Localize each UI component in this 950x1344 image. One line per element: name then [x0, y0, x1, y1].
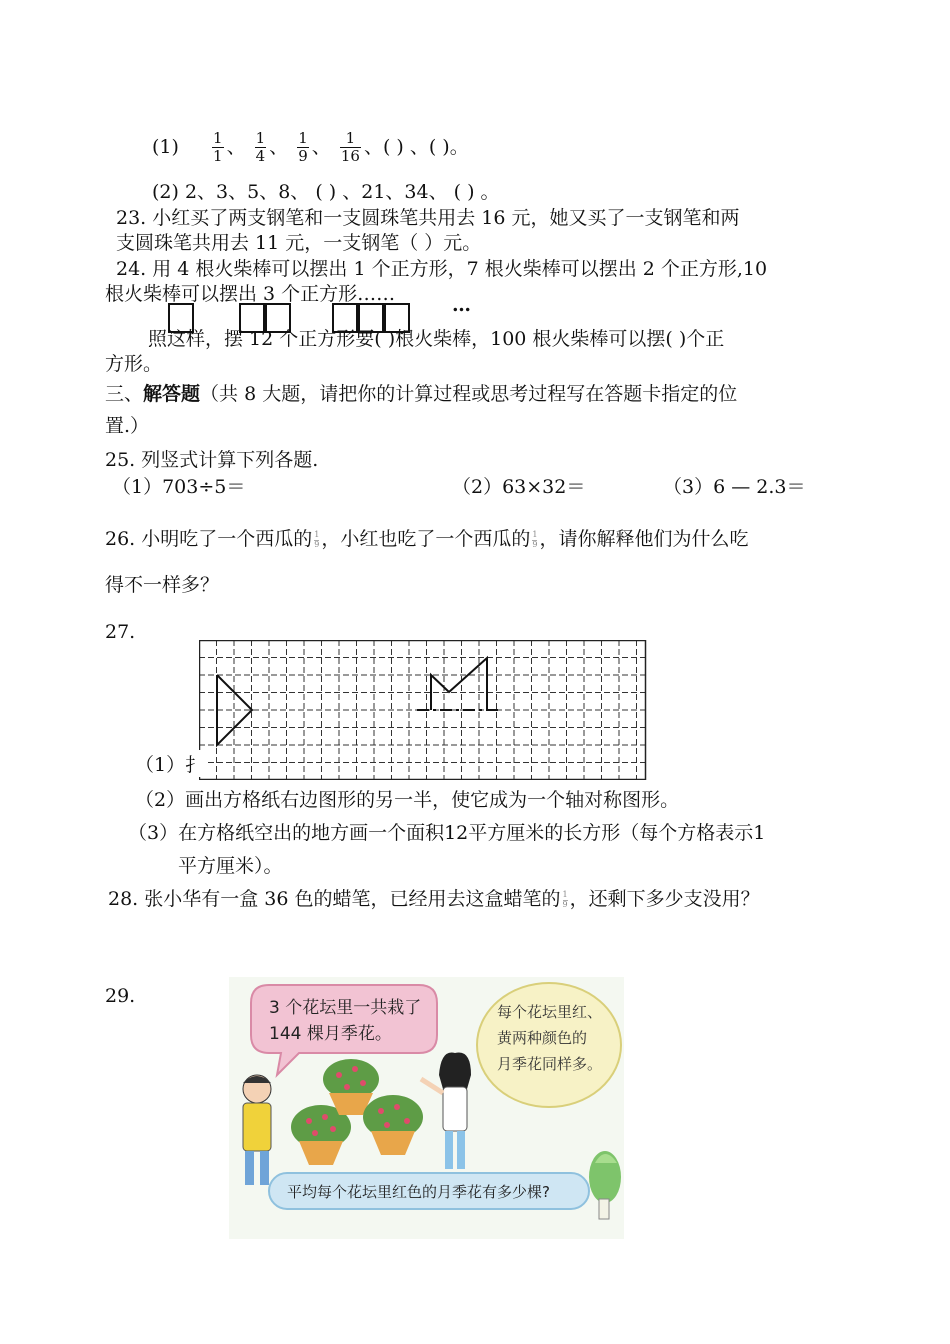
q29-label: 29. — [105, 985, 136, 1007]
q25-item-2: （2）63×32＝ — [452, 476, 586, 498]
q28-line: 28. 张小华有一盒 36 色的蜡笔，已经用去这盒蜡笔的 $\frac{1}{9}$ ，还剩下多少支没用？ — [108, 888, 760, 910]
fraction: $\frac{1}{9}$ — [562, 890, 568, 909]
q26-line1: 26. 小明吃了一个西瓜的 $\frac{1}{9}$ ，小红也吃了一个西瓜的 $\frac{1}{9}$ ，请你解释他们为什么吃 — [105, 528, 749, 550]
q24-ellipsis: … — [452, 294, 471, 316]
q24-line4: 方形。 — [105, 353, 163, 375]
q26-line2: 得不一样多？ — [105, 574, 220, 596]
fraction: $\frac{1}{4}$ — [255, 129, 266, 166]
q25-title: 25. 列竖式计算下列各题. — [105, 449, 319, 471]
q23-line1: 23. 小红买了两支钢笔和一支圆珠笔共用去 16 元，她又买了一支钢笔和两 — [116, 207, 740, 229]
fraction: $\frac{1}{9}$ — [314, 530, 320, 549]
q27-part2: （2）画出方格纸右边图形的另一半，使它成为一个轴对称图形。 — [135, 789, 680, 811]
bubble-right-line2: 黄两种颜色的 — [497, 1029, 588, 1047]
section-3-title: 解答题 — [143, 383, 201, 405]
q25-item-1: （1）703÷5＝ — [112, 476, 246, 498]
fraction: $\frac{1}{9}$ — [298, 129, 308, 166]
fraction: $\frac{1}{1}$ — [213, 129, 223, 166]
q22-p1-label: (1) — [152, 135, 179, 158]
bubble-right-line1: 每个花坛里红、 — [497, 1003, 603, 1021]
q22-part1: (1) $\frac{1}{1}$ 、 $\frac{1}{4}$ 、 $\frac{1}{9}$ 、 $\frac{1}{16}$ 、( ) 、( )。 — [152, 129, 469, 166]
q23-line2: 支圆珠笔共用去 11 元，一支钢笔（ ）元。 — [116, 232, 482, 254]
q24-line1: 24. 用 4 根火柴棒可以摆出 1 个正方形，7 根火柴棒可以摆出 2 个正方形,10 — [116, 258, 768, 280]
q27-part3-line2: 平方厘米）。 — [178, 855, 283, 877]
q27-part1: （1）⁠扌 — [135, 750, 206, 777]
section-3-heading-line2: 置.） — [105, 415, 150, 437]
q22-part2: (2) 2、3、5、8、 ( ) 、21、34、 ( ) 。 — [152, 181, 500, 203]
bubble-right-line3: 月季花同样多。 — [497, 1055, 603, 1073]
q24-line3: 照这样，摆 12 个正方形要( )根火柴棒，100 根火柴棒可以摆( )个正 — [148, 328, 725, 350]
section-3-heading: 三、解答题（共 8 大题，请把你的计算过程或思考过程写在答题卡指定的位 — [105, 383, 738, 405]
q27-label: 27. — [105, 621, 136, 643]
fraction: $\frac{1}{16}$ — [340, 129, 360, 166]
question-text: 平均每个花坛里红色的月季花有多少棵? — [287, 1183, 550, 1201]
bubble-left-line1: 3 个花坛里一共栽了 — [269, 998, 422, 1018]
q22-p1-tail: 、( ) 、( )。 — [363, 135, 469, 158]
half-figure-shape — [431, 658, 487, 710]
flower-bed-illustration — [229, 977, 624, 1239]
q25-item-3: （3）6 — 2.3＝ — [663, 476, 806, 498]
bubble-left-line2: 144 棵月季花。 — [269, 1024, 392, 1044]
q24-line2: 根火柴棒可以摆出 3 个正方形…… — [105, 283, 396, 305]
grid-paper — [199, 640, 647, 780]
q27-part3: （3）在方格纸空出的地方画一个面积12平方厘米的长方形（每个方格表示1 — [128, 822, 766, 844]
fraction: $\frac{1}{9}$ — [532, 530, 538, 549]
